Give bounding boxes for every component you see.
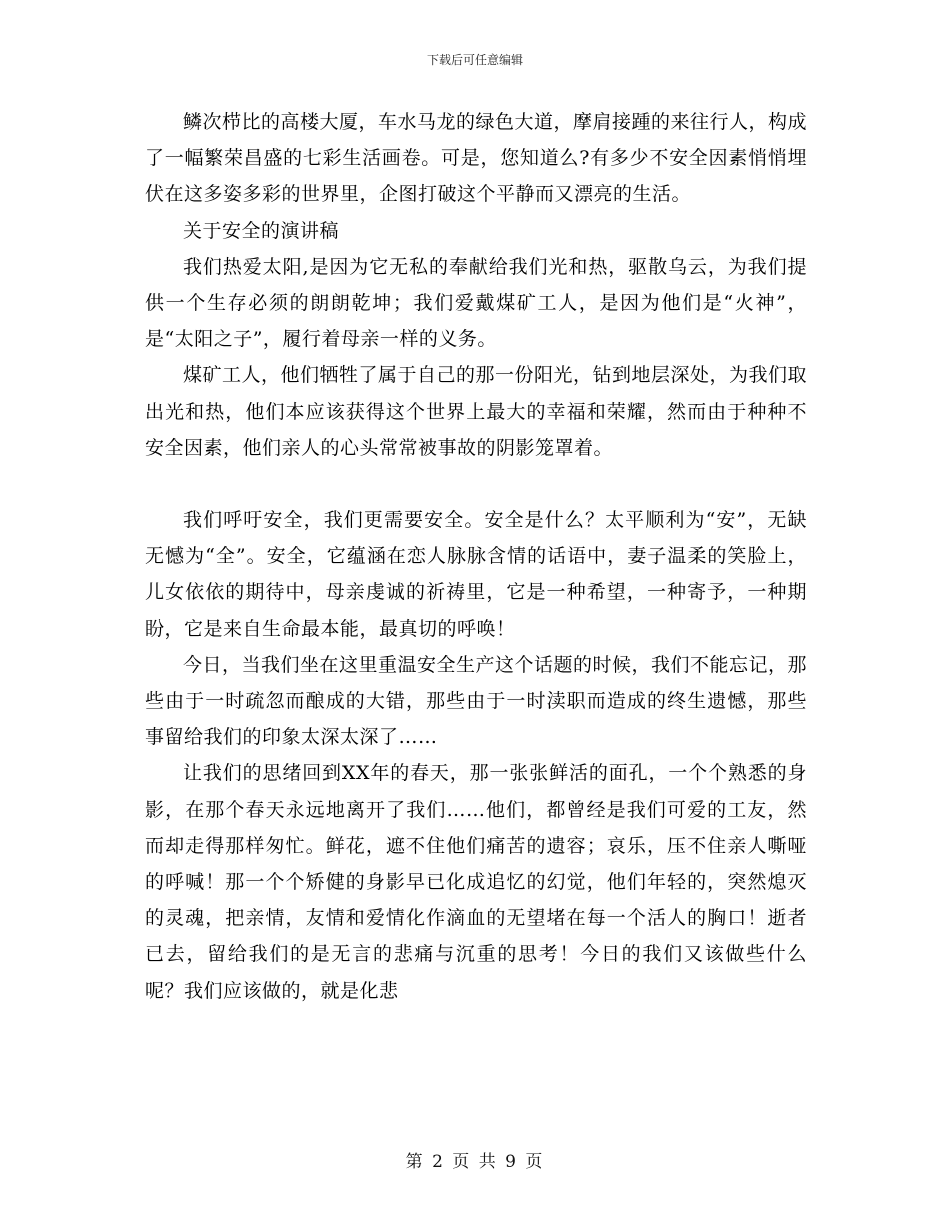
- page-header: 下载后可任意编辑: [426, 53, 523, 67]
- page-footer: 第 2 页 共 9 页: [405, 1152, 545, 1172]
- paragraph-safety: 我们呼吁安全，我们更需要安全。安全是什么？太平顺利为“安”，无缺无憾为“全”。安全，它蕴涵在恋人脉脉含情的话语中，妻子温柔的笑脸上，儿女依依的期待中，母亲虔诚的祈祷里，它是一种希望，一种寄予，一种期盼，它是来自生命最本能，最真切的呼唤！: [145, 509, 807, 640]
- speech-title: 关于安全的演讲稿: [183, 219, 340, 242]
- paragraph-sun: 我们热爱太阳,是因为它无私的奉献给我们光和热，驱散乌云，为我们提供一个生存必须的朗朗乾坤；我们爱戴煤矿工人，是因为他们是“火神”，是“太阳之子”，履行着母亲一样的义务。: [145, 255, 807, 351]
- paragraph-gap: [145, 466, 807, 502]
- paragraph-intro: 鳞次栉比的高楼大厦，车水马龙的绿色大道，摩肩接踵的来往行人，构成了一幅繁荣昌盛的七彩生活画卷。可是，您知道么?有多少不安全因素悄悄埋伏在这多姿多彩的世界里，企图打破这个平静而又漂亮的生活。: [145, 111, 808, 206]
- paragraph-miners: 煤矿工人，他们牺牲了属于自己的那一份阳光，钻到地层深处，为我们取出光和热，他们本应该获得这个世界上最大的幸福和荣耀，然而由于种种不安全因素，他们亲人的心头常常被事故的阴影笼罩着。: [145, 364, 808, 459]
- paragraph-memory: 让我们的思绪回到XX年的春天，那一张张鲜活的面孔，一个个熟悉的身影，在那个春天永远地离开了我们……他们，都曾经是我们可爱的工友，然而却走得那样匆忙。鲜花，遮不住他们痛苦的遗容；哀乐，压不住亲人嘶哑的呼喊！那一个个矫健的身影早已化成追忆的幻觉，他们年轻的，突然熄灭的灵魂，把亲情，友情和爱情化作滴血的无望堵在每一个活人的胸口！逝者已去，留给我们的是无言的悲痛与沉重的思考！今日的我们又该做些什么呢？我们应该做的，就是化悲: [145, 762, 807, 1002]
- paragraph-today: 今日，当我们坐在这里重温安全生产这个话题的时候，我们不能忘记，那些由于一时疏忽而酿成的大错，那些由于一时渎职而造成的终生遗憾，那些事留给我们的印象太深太深了……: [145, 653, 808, 749]
- document-body: [145, 104, 807, 1009]
